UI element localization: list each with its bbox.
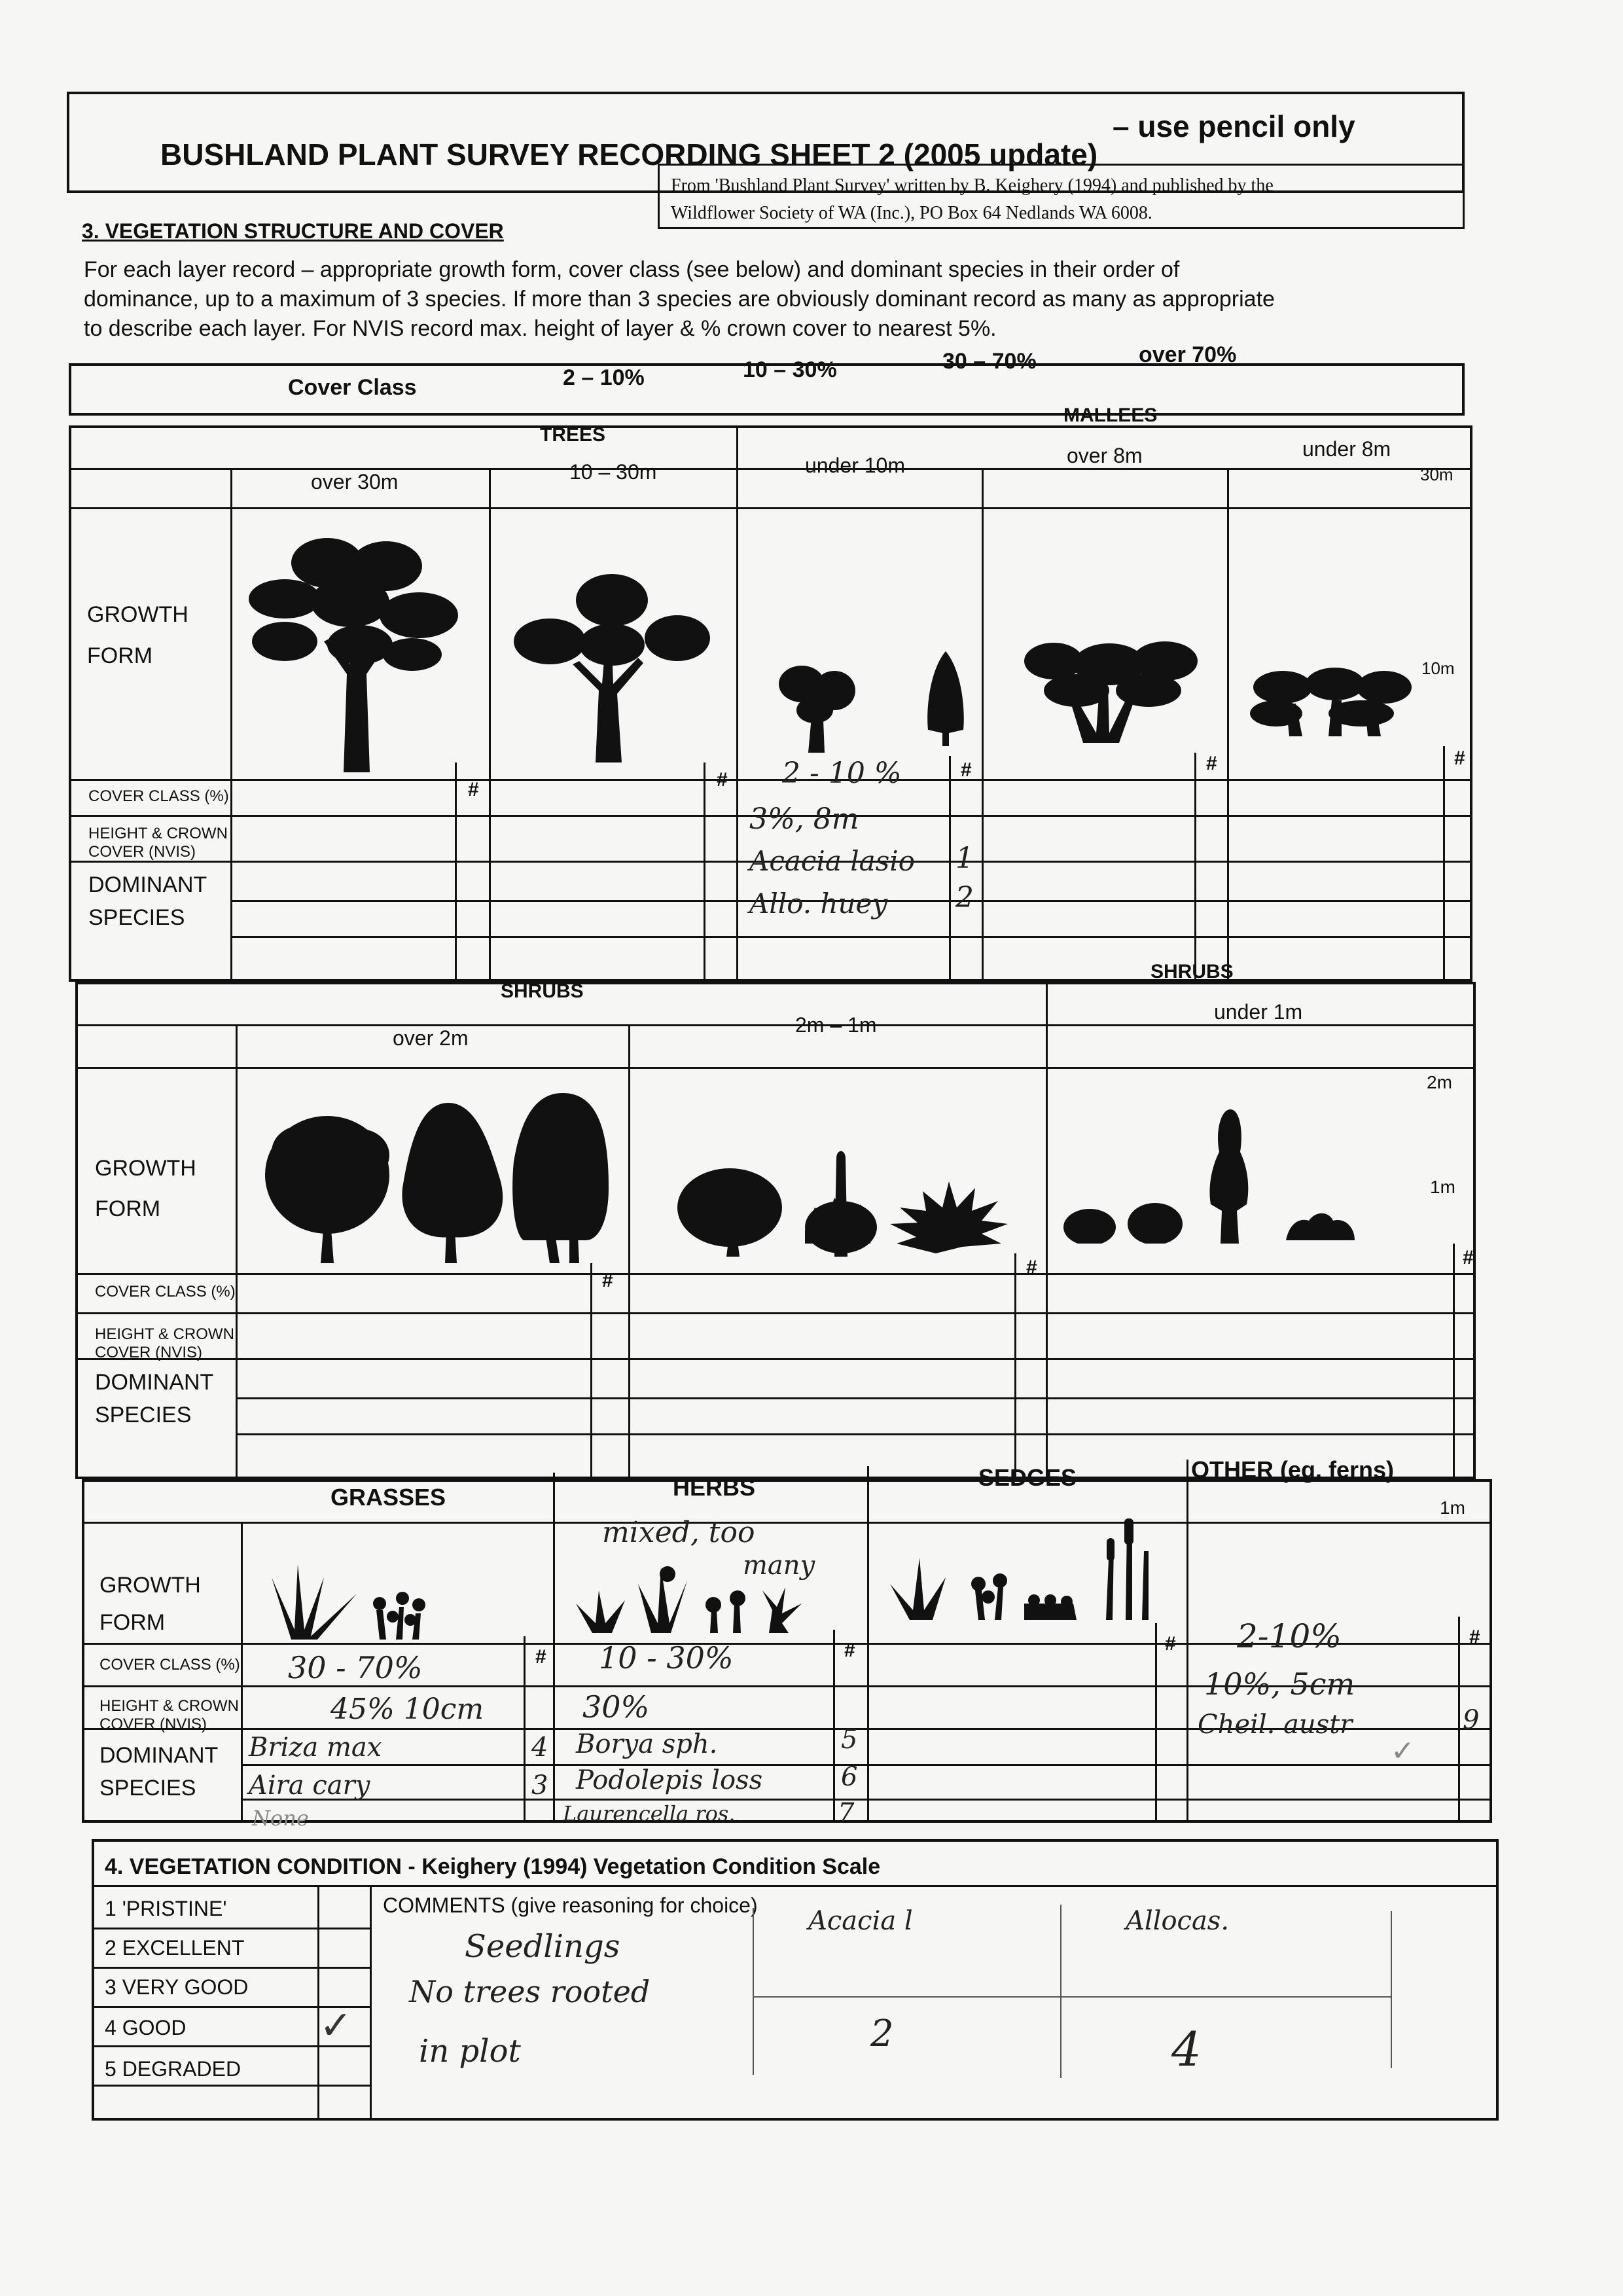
comments-label: COMMENTS (give reasoning for choice) [383,1893,758,1917]
tree-under10m-icon [772,664,857,753]
ground-growth-form-label-2: FORM [99,1610,166,1635]
trees-species-2: Allo. huey [749,888,888,920]
seedling-species-1: Acacia l [808,1906,913,1936]
shrubs-col-under1m: under 1m [1214,1000,1303,1024]
shrubs-col-2m-1m: 2m – 1m [795,1013,877,1037]
grasses-cover-entry: 30 - 70% [288,1650,423,1685]
condition-pristine[interactable]: 1 'PRISTINE' [105,1897,227,1920]
instructions-line-1: For each layer record – appropriate growth form, cover class (see below) and dominant species in their order of [84,257,1180,282]
trees-hash-4: # [1206,753,1217,774]
cover-class-label: Cover Class [288,375,417,400]
trees-col-over30: over 30m [311,470,399,493]
seedling-count-2: 4 [1171,2022,1202,2077]
shrubs-hash-3: # [1463,1247,1474,1268]
condition-very-good[interactable]: 3 VERY GOOD [105,1975,249,1999]
herbs-note-2: many [743,1551,815,1581]
ground-growth-form-label: GROWTH [99,1573,201,1598]
tree-over30m-icon [245,524,461,772]
cover-range-3: 30 – 70% [942,349,1037,374]
ground-height-label-2: COVER (NVIS) [99,1715,207,1733]
mallees-col-over8: over 8m [1067,444,1143,467]
sedges-hash: # [1165,1633,1176,1655]
condition-excellent[interactable]: 2 EXCELLENT [105,1936,245,1960]
trees-species-1-num: 1 [955,842,974,875]
trees-heading: TREES [540,424,606,446]
trees-cover-entry: 2 - 10 % [782,757,902,790]
pencil-note: – use pencil only [1113,109,1355,143]
section3-title: 3. VEGETATION STRUCTURE AND COVER [82,219,504,243]
trees-hash-1: # [468,779,479,800]
herbs-species-3: Laurencella ros. [563,1801,736,1826]
shrubs-height-label-2: COVER (NVIS) [95,1344,203,1361]
instructions-line-3: to describe each layer. For NVIS record max. height of layer & % crown cover to nearest 5%. [84,316,997,341]
trees-species-1: Acacia lasio [749,845,915,877]
sedge-icon [883,1505,1178,1623]
seedling-species-2: Allocas. [1126,1906,1230,1936]
ground-col-herbs: HERBS [673,1474,756,1501]
grasses-species-3: None [252,1806,309,1831]
shrubs-col-over2m: over 2m [393,1026,469,1050]
herbs-species-2: Podolepis loss [576,1765,763,1795]
grass-icon [265,1558,438,1643]
herbs-height-entry: 30% [582,1689,650,1725]
herbs-species-1-num: 5 [841,1725,858,1755]
trees-hash-2: # [717,769,728,791]
condition-section [92,1839,1499,2121]
herbs-species-1: Borya sph. [576,1729,718,1759]
shrubs-heading-left: SHRUBS [501,980,584,1002]
shrubs-height-label-1: HEIGHT & CROWN [95,1325,234,1343]
trees-cover-class-label: COVER CLASS (%) [88,787,229,805]
condition-good-check-icon: ✓ [319,2003,353,2047]
herbs-hash: # [844,1640,855,1661]
sheet-title: BUSHLAND PLANT SURVEY RECORDING SHEET 2 (2005 update) [160,137,1098,171]
condition-degraded[interactable]: 5 DEGRADED [105,2057,241,2081]
other-cover-entry: 2-10% [1237,1617,1342,1655]
mallee-over8m-icon [1024,635,1201,743]
trees-dominant-label-1: DOMINANT [88,872,207,897]
trees-height-label-2: COVER (NVIS) [88,843,196,861]
trees-col-under10: under 10m [805,454,905,477]
grasses-height-entry: 45% 10cm [330,1693,484,1726]
other-species-1: Cheil. austr [1198,1710,1353,1740]
trees-dominant-label-2: SPECIES [88,905,185,930]
shrubs-growth-form-label: GROWTH [95,1156,196,1181]
trees-growth-form-label: GROWTH [87,602,188,627]
mallees-col-under8: under 8m [1302,437,1391,461]
source-line-2: Wildflower Society of WA (Inc.), PO Box 64 Nedlands WA 6008. [671,203,1152,223]
trees-scale-30m: 30m [1420,465,1454,484]
instructions-line-2: dominance, up to a maximum of 3 species. If more than 3 species are obviously dominant record as many as appropriate [84,287,1275,312]
ground-cover-class-label: COVER CLASS (%) [99,1656,240,1674]
tree-10-30m-icon [514,573,710,762]
shrub-under1m-icon [1063,1106,1364,1244]
shrub-over2m-icon [262,1090,615,1263]
ground-col-other: OTHER (eg. ferns) [1191,1456,1395,1483]
ground-dominant-label-2: SPECIES [99,1776,196,1801]
source-line-1: From 'Bushland Plant Survey' written by B. Keighery (1994) and published by the [671,175,1274,196]
trees-height-label-1: HEIGHT & CROWN [88,825,228,842]
trees-col-10-30: 10 – 30m [569,460,657,484]
grasses-species-2: Aira cary [249,1770,370,1801]
ground-height-label-1: HEIGHT & CROWN [99,1697,239,1715]
cover-range-2: 10 – 30% [743,357,837,382]
other-height-entry: 10%, 5cm [1204,1666,1355,1702]
mallee-under8m-icon [1250,664,1414,736]
cover-range-4: over 70% [1139,342,1237,367]
shrubs-cover-class-label: COVER CLASS (%) [95,1283,236,1300]
seedling-count-1: 2 [870,2013,894,2055]
ground-col-grasses: GRASSES [330,1484,446,1511]
shrubs-dominant-label-1: DOMINANT [95,1370,214,1395]
ground-dominant-label-1: DOMINANT [99,1743,219,1768]
trees-growth-form-label-2: FORM [87,643,153,668]
comment-line-1: Seedlings [465,1928,620,1965]
herbs-species-3-num: 7 [838,1798,855,1828]
shrubs-dominant-label-2: SPECIES [95,1403,192,1427]
trees-hash-3: # [961,759,972,781]
ground-scale-1m: 1m [1440,1498,1465,1518]
comment-line-2: No trees rooted [409,1974,651,2009]
shrubs-hash-2: # [1026,1257,1037,1278]
conifer-under10m-icon [923,651,969,746]
trees-scale-10m: 10m [1421,658,1455,678]
condition-title: 4. VEGETATION CONDITION - Keighery (1994) Vegetation Condition Scale [105,1854,881,1879]
cover-range-1: 2 – 10% [563,365,645,390]
shrubs-scale-2m: 2m [1427,1072,1452,1092]
herbs-note-1: mixed, too [602,1516,755,1549]
trees-hash-5: # [1454,747,1465,769]
grasses-species-1: Briza max [249,1732,382,1763]
trees-species-2-num: 2 [955,881,974,914]
other-hash: # [1469,1626,1480,1648]
shrubs-heading-right: SHRUBS [1150,961,1234,982]
shrubs-growth-form-label-2: FORM [95,1196,161,1221]
herbs-species-2-num: 6 [841,1762,858,1792]
comment-line-3: in plot [419,2033,521,2070]
herbs-cover-entry: 10 - 30% [599,1640,734,1676]
shrub-2m-1m-icon [674,1145,1014,1257]
shrubs-hash-1: # [602,1270,613,1291]
grasses-species-1-num: 4 [531,1732,548,1763]
condition-good[interactable]: 4 GOOD [105,2016,187,2039]
ground-col-sedges: SEDGES [978,1464,1077,1491]
grasses-species-2-num: 3 [531,1770,548,1801]
shrubs-scale-1m: 1m [1430,1177,1455,1197]
other-species-1-num: 9 [1463,1705,1480,1735]
trees-height-entry: 3%, 8m [749,802,859,836]
other-check-icon: ✓ [1391,1735,1415,1767]
mallees-heading: MALLEES [1063,404,1158,426]
grasses-hash: # [535,1646,546,1668]
